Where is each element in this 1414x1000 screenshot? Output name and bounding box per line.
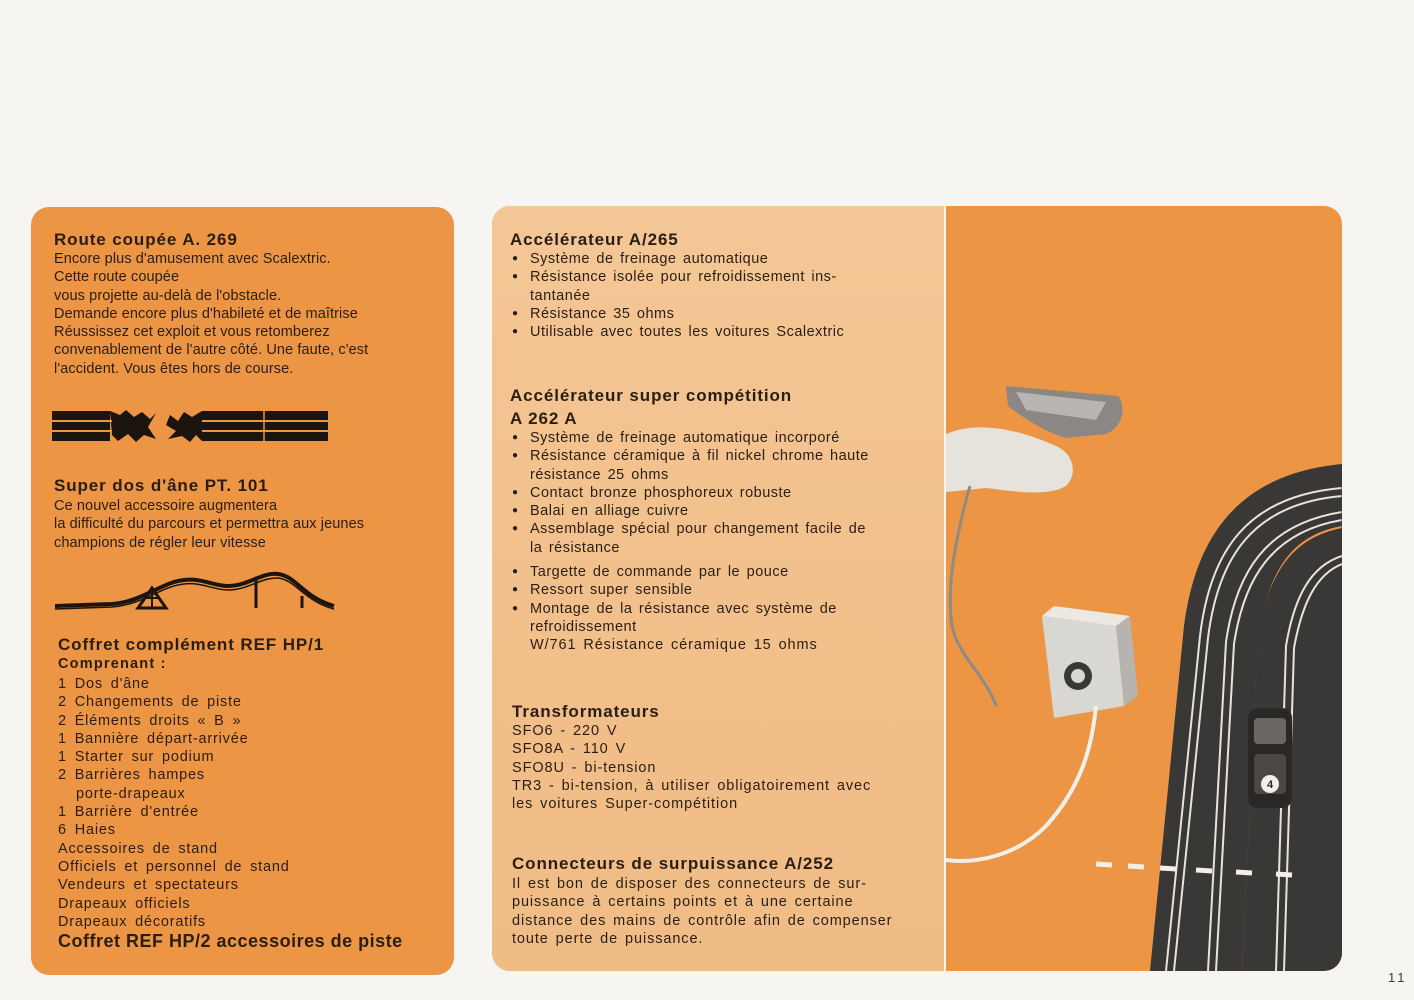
list-item: 1 Bannière départ-arrivée (58, 730, 249, 747)
list-item: 2 Éléments droits « B » (58, 712, 242, 729)
acc2-features-list-2 (510, 563, 837, 636)
list-item: ● Utilisable avec toutes les voitures Scalextric (510, 323, 844, 341)
list-item: Accessoires de stand (58, 840, 218, 857)
route-title: Route coupée A. 269 (54, 230, 238, 249)
list-item: ● Balai en alliage cuivre (510, 502, 869, 520)
broken-road-illustration (52, 409, 330, 443)
list-item: ● Système de freinage automatique (510, 250, 844, 268)
list-item: ● Résistance isolée pour refroidissement ins- tantanée (510, 268, 844, 305)
route-line: l'accident. Vous êtes hors de course. (54, 360, 294, 377)
list-item: ● Targette de commande par le pouce (510, 563, 837, 581)
page-number: 11 (1388, 970, 1408, 985)
route-line: vous projette au-delà de l'obstacle. (54, 287, 282, 304)
list-item-continuation: porte-drapeaux (76, 785, 186, 802)
list-item: ● Résistance céramique à fil nickel chrome haute résistance 25 ohms (510, 447, 869, 484)
list-item: Drapeaux officiels (58, 895, 191, 912)
coffret-subtitle: Comprenant : (58, 656, 167, 672)
list-item (58, 785, 290, 803)
conn-description (512, 875, 892, 948)
dos-line: Ce nouvel accessoire augmentera (54, 498, 278, 514)
transfo-list (512, 722, 871, 813)
list-item: Officiels et personnel de stand (58, 858, 290, 875)
coffret-contents-list (58, 675, 290, 931)
hump-track-illustration (52, 568, 336, 612)
conn-line: distance des mains de contrôle afin de compenser (512, 912, 893, 929)
acc2-note: W/761 Résistance céramique 15 ohms (530, 637, 818, 653)
acc1-features-list (510, 250, 844, 341)
acc2-title: Accélérateur super compétition (510, 386, 793, 405)
conn-line: toute perte de puissance. (512, 930, 704, 947)
acc2-title-ref: A 262 A (510, 409, 578, 428)
list-item: 1 Barrière d'entrée (58, 804, 199, 821)
list-item: Drapeaux décoratifs (58, 913, 206, 930)
conn-line: puissance à certains points et à une certaine (512, 894, 854, 911)
route-line: Réussissez cet exploit et vous retomberez (54, 324, 330, 341)
route-description (54, 250, 368, 378)
list-item: 1 Dos d'âne (58, 676, 150, 692)
transfo-line: les voitures Super-compétition (512, 796, 739, 813)
transfo-line: SFO8U - bi-tension (512, 759, 657, 776)
list-item: ● Assemblage spécial pour changement facile de la résistance (510, 520, 869, 557)
dos-line: champions de régler leur vitesse (54, 534, 266, 551)
list-item: 1 Starter sur podium (58, 749, 215, 766)
list-item: 2 Barrières hampes (58, 767, 205, 784)
list-item: ● Système de freinage automatique incorporé (510, 429, 869, 447)
dos-title: Super dos d'âne PT. 101 (54, 476, 269, 495)
route-line: Demande encore plus d'habileté et de maîtrise (54, 305, 358, 322)
list-item: ● Montage de la résistance avec système de refroidissement (510, 600, 837, 637)
transfo-line: SFO8A - 110 V (512, 741, 627, 758)
conn-line: Il est bon de disposer des connecteurs de sur- (512, 876, 867, 892)
route-line: convenablement de l'autre côté. Une faute, c'est (54, 342, 369, 359)
car-number: 4 (1266, 779, 1274, 791)
coffret-title: Coffret complément REF HP/1 (58, 635, 325, 654)
list-item: 2 Changements de piste (58, 694, 242, 711)
coffret-footer: Coffret REF HP/2 accessoires de piste (58, 931, 403, 951)
list-item: ● Ressort super sensible (510, 581, 837, 599)
track-photo-illustration (946, 206, 1342, 971)
list-item: 6 Haies (58, 822, 116, 839)
route-line: Cette route coupée (54, 269, 180, 286)
list-item: ● Résistance 35 ohms (510, 305, 844, 323)
dos-line: la difficulté du parcours et permettra aux jeunes (54, 516, 365, 533)
dos-description (54, 497, 364, 552)
transfo-line: SFO6 - 220 V (512, 723, 618, 739)
transfo-title: Transformateurs (512, 702, 660, 721)
acc2-features-list (510, 429, 869, 557)
list-item: ● Contact bronze phosphoreux robuste (510, 484, 869, 502)
acc1-title: Accélérateur A/265 (510, 230, 679, 249)
transfo-line: TR3 - bi-tension, à utiliser obligatoirement avec (512, 777, 872, 794)
list-item: Vendeurs et spectateurs (58, 877, 239, 894)
route-line: Encore plus d'amusement avec Scalextric. (54, 251, 331, 267)
conn-title: Connecteurs de surpuissance A/252 (512, 854, 834, 873)
